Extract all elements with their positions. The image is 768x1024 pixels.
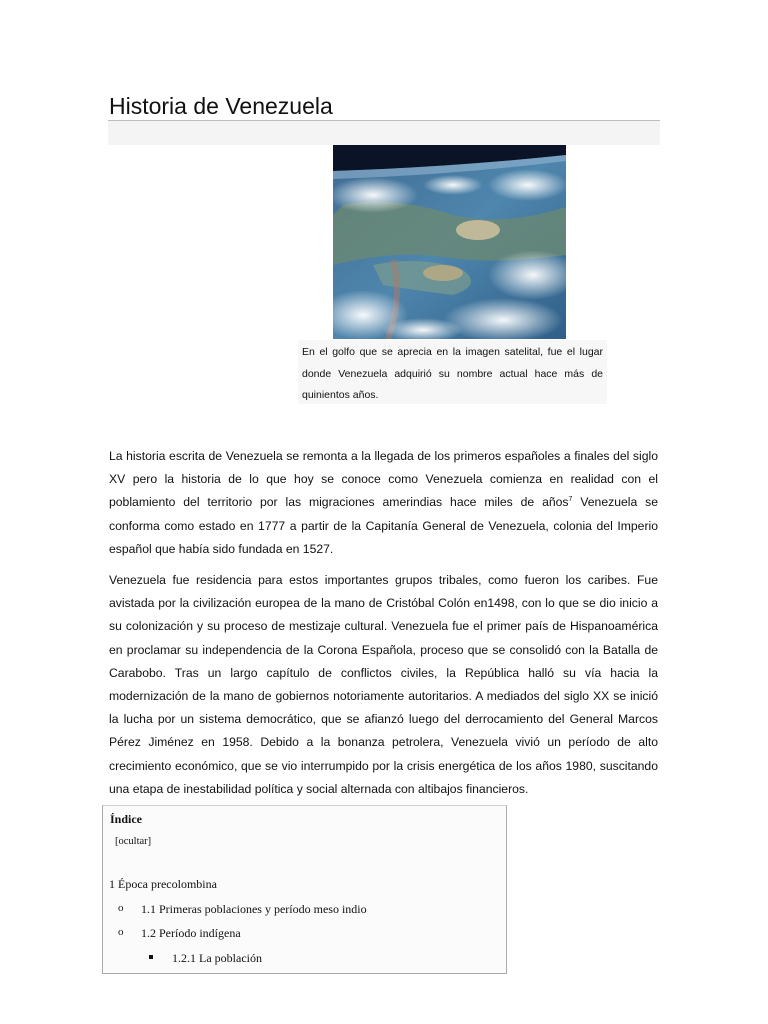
paragraph-intro — [109, 445, 658, 561]
text-span: Venezuela se conforma como estado en 1777 a partir de la Capitanía General de Venezuela, colonia del Imperio español que había sido fundada en 1527. — [109, 495, 658, 556]
toc-hide-toggle[interactable]: [ocultar] — [115, 836, 152, 847]
toc-item-epoca-precolombina[interactable]: 1 Época precolombina — [109, 877, 217, 891]
circle-bullet-icon: o — [118, 902, 124, 914]
link-mestizaje[interactable]: mestizaje — [289, 619, 341, 634]
text-span: de la mano de gobiernos notoriamente autoritarios. A mediados del siglo XX se inició la lucha por un sistema democrático, que se afianzó luego del derrocamiento del General — [109, 689, 658, 727]
link-marcos-perez-jimenez[interactable]: Marcos Pérez Jiménez — [109, 712, 658, 750]
text-span: , proceso que se consolidó con la — [412, 642, 603, 657]
link-corona-espanola[interactable]: Corona Española — [317, 642, 413, 657]
link-cristobal-colon[interactable]: Cristóbal Colón — [386, 596, 470, 611]
link-batalla-carabobo[interactable]: Batalla de Carabobo — [109, 642, 658, 680]
text-span: se remonta a la llegada de los primeros — [282, 449, 505, 463]
toc-item-periodo-indigena[interactable]: 1.2 Período indígena — [141, 926, 241, 940]
link-modernizacion[interactable]: modernización — [109, 689, 189, 704]
text-span: en proclamar su independencia de la — [109, 642, 318, 657]
link-1498[interactable]: 1498 — [487, 596, 515, 611]
link-hispanoamerica[interactable]: Hispanoamérica — [569, 619, 658, 634]
link-amerindias[interactable]: amerindias — [382, 495, 443, 510]
text-span: en 1958. Debido a la bonanza petrolera, Venezuela vivió un período de alto crecimiento económico, que se vio interrumpido por la crisis energética de los años 1980, suscitando una etapa de inestabilidad política y social alternada con altibajos financieros. — [109, 735, 658, 796]
text-span: . Tras un largo capítulo de conflictos civiles, la República halló su vía hacia la — [162, 665, 658, 680]
text-span: . Fue avistada por la civilización europea de la mano de — [109, 573, 658, 611]
table-of-contents — [102, 805, 507, 974]
text-span: Venezuela fue residencia para estos importantes grupos tribales, como fueron los — [109, 573, 588, 587]
toc-title: Índice — [110, 812, 143, 826]
circle-bullet-icon: o — [118, 926, 124, 938]
title-band — [108, 121, 660, 145]
paragraph-history — [109, 569, 658, 801]
text-span: cultural. Venezuela fue el primer país de — [340, 619, 570, 634]
text-span: , con lo que se dio inicio a su colonización y su proceso de — [109, 596, 658, 634]
link-espanoles[interactable]: españoles — [504, 449, 561, 463]
figure-caption: En el golfo que se aprecia en la imagen satelital, fue el lugar donde Venezuela adquirió su nombre actual hace más de quinientos años. — [298, 340, 607, 404]
square-bullet-icon — [149, 955, 153, 959]
text-span: a finales del siglo XV pero la historia de lo que hoy se conoce como Venezuela comienza en realidad con el poblamiento del territorio por las migraciones — [109, 449, 658, 510]
page-title: Historia de Venezuela — [109, 93, 333, 119]
reference-7[interactable]: 7 — [568, 496, 573, 504]
link-caribes[interactable]: caribes — [587, 573, 628, 587]
text-span: La historia escrita de — [109, 449, 226, 463]
satellite-image[interactable] — [333, 145, 566, 339]
satellite-image-drawing — [333, 145, 566, 339]
link-venezuela[interactable]: Venezuela — [225, 449, 283, 463]
toc-item-la-poblacion[interactable]: 1.2.1 La población — [172, 951, 262, 965]
text-span: hace miles de años — [442, 495, 569, 510]
text-span: en — [469, 596, 488, 611]
toc-item-primeras-poblaciones[interactable]: 1.1 Primeras poblaciones y período meso indio — [141, 902, 367, 916]
